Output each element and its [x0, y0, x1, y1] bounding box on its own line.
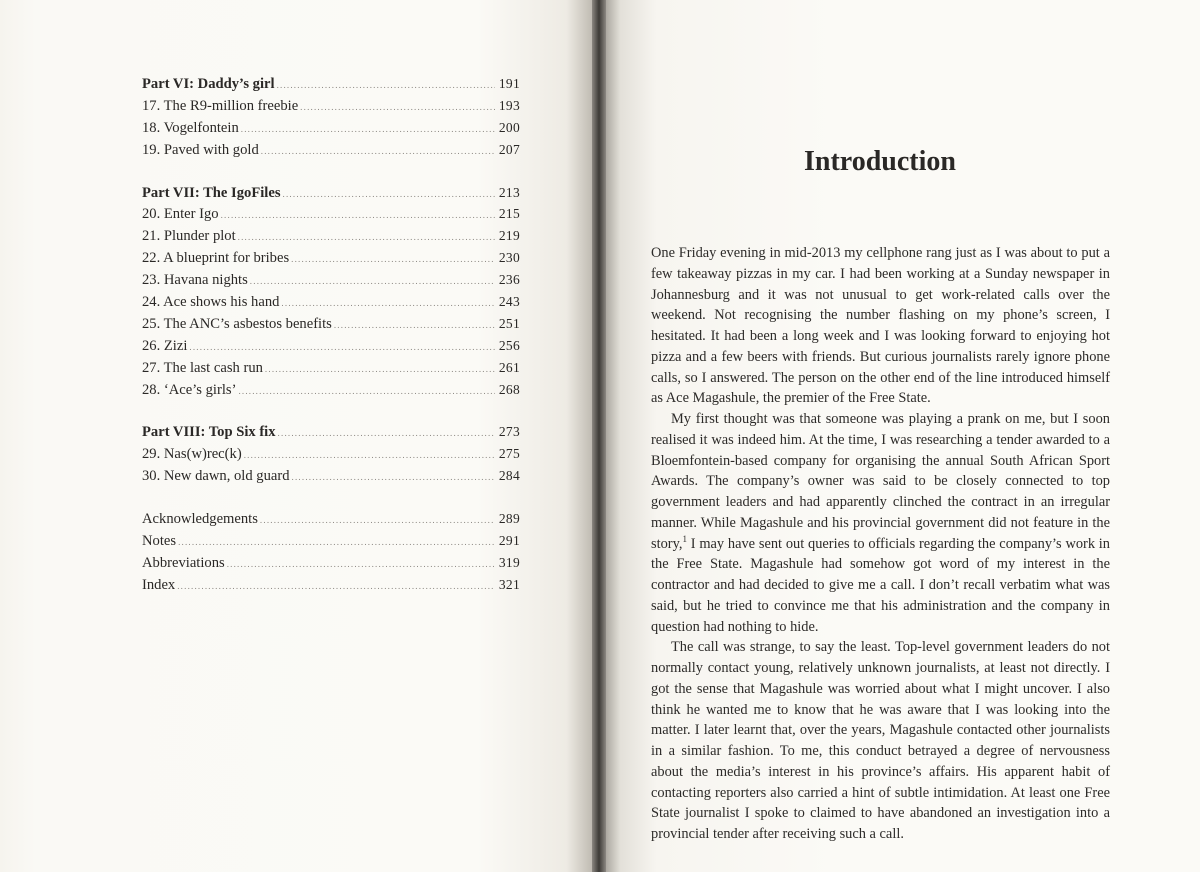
toc-entry-label: Acknowledgements [142, 511, 258, 528]
toc-entry-page: 230 [498, 250, 520, 266]
leader-dots [238, 227, 495, 248]
leader-dots [177, 576, 495, 597]
toc-entry-notes[interactable] [142, 531, 520, 553]
toc-entry-page: 291 [498, 532, 520, 548]
leader-dots [281, 293, 494, 314]
toc-entry-page: 275 [498, 446, 520, 462]
leader-dots [178, 532, 495, 553]
toc-entry-label: 23. Havana nights [142, 272, 248, 289]
toc-entry-chapter-22[interactable] [142, 248, 520, 270]
toc-entry-label: 30. New dawn, old guard [142, 468, 290, 485]
chapter-body [651, 243, 1110, 845]
toc-entry-label: 17. The R9-million freebie [142, 97, 299, 114]
toc-entry-page: 289 [498, 511, 520, 527]
toc-entry-part-7[interactable] [142, 183, 520, 205]
toc-entry-label: 25. The ANC’s asbestos benefits [142, 315, 332, 332]
toc-entry-label: Abbreviations [142, 554, 225, 571]
left-page [0, 0, 596, 878]
toc-entry-page: 236 [498, 272, 520, 288]
toc-entry-page: 273 [498, 424, 520, 440]
toc-entry-label: 29. Nas(w)rec(k) [142, 446, 242, 463]
toc-entry-chapter-23[interactable] [142, 270, 520, 292]
toc-entry-chapter-18[interactable] [142, 118, 520, 140]
leader-dots [300, 97, 495, 118]
toc-entry-label: Notes [142, 532, 177, 549]
leader-dots [189, 337, 494, 358]
toc-entry-label: Part VI: Daddy’s girl [142, 76, 275, 92]
toc-entry-label: 26. Zizi [142, 337, 188, 354]
leader-dots [261, 141, 495, 162]
toc-entry-page: 321 [498, 576, 520, 592]
toc-section-gap [142, 488, 520, 509]
toc-entry-page: 219 [498, 228, 520, 244]
toc-entry-label: Part VIII: Top Six fix [142, 424, 276, 441]
body-paragraph: One Friday evening in mid-2013 my cellphone rang just as I was about to put a few takeaway pizzas in my car. I had been working at a Sunday newspaper in Johannesburg and it was not unusual to get work-related calls over the weekend. Not recognising the number flashing on my phone’s screen, I hesitated. It had been a long week and I was looking forward to enjoying hot pizza and a few beers with friends. But curious journalists rarely ignore phone calls, so I answered. The person on the other end of the line introduced himself as Ace Magashule, the premier of the Free State. [651, 245, 1110, 407]
toc-entry-page: 191 [498, 76, 520, 91]
toc-entry-chapter-20[interactable] [142, 204, 520, 226]
toc-entry-index[interactable] [142, 575, 520, 597]
toc-entry-chapter-17[interactable] [142, 96, 520, 118]
toc-entry-page: 200 [498, 119, 520, 135]
leader-dots [278, 423, 495, 444]
book-gutter [592, 0, 606, 878]
toc-entry-acknowledgements[interactable] [142, 509, 520, 531]
leader-dots [227, 554, 495, 575]
leader-dots [334, 315, 495, 336]
scan-edge [0, 872, 1200, 878]
body-paragraph [651, 409, 1110, 637]
toc-entry-page: 319 [498, 554, 520, 570]
toc-entry-label: Part VII: The IgoFiles [142, 184, 281, 201]
leader-dots [291, 249, 495, 270]
toc-entry-chapter-26[interactable] [142, 336, 520, 358]
leader-dots [292, 467, 495, 488]
toc-section-gap [142, 402, 520, 423]
toc-entry-page: 193 [498, 97, 520, 113]
body-paragraph-text: My first thought was that someone was playing a prank on me, but I soon realised it was indeed him. At the time, I was researching a tender awarded to a Bloemfontein-based company for organising the annual South African Sport Awards. The company’s owner was said to be closely connected to top government leaders and had apparently clinched the contract in an irregular manner. While Magashule and his provincial government did not feature in the story, [651, 411, 1110, 552]
toc-entry-part-8[interactable] [142, 422, 520, 444]
toc-entry-page: 215 [498, 206, 520, 222]
table-of-contents [142, 74, 520, 597]
toc-entry-label: 24. Ace shows his hand [142, 294, 280, 311]
toc-entry-chapter-27[interactable] [142, 358, 520, 380]
toc-entry-page: 251 [498, 315, 520, 331]
toc-entry-label: 27. The last cash run [142, 359, 263, 376]
toc-entry-chapter-25[interactable] [142, 314, 520, 336]
toc-entry-label: 20. Enter Igo [142, 206, 219, 223]
toc-entry-label: Index [142, 576, 176, 593]
toc-entry-abbreviations[interactable] [142, 553, 520, 575]
toc-entry-chapter-21[interactable] [142, 226, 520, 248]
toc-entry-label: 28. ‘Ace’s girls’ [142, 381, 237, 398]
toc-entry-page: 261 [498, 359, 520, 375]
toc-entry-label: 22. A blueprint for bribes [142, 250, 290, 267]
toc-entry-page: 213 [498, 184, 520, 200]
toc-entry-label: 18. Vogelfontein [142, 119, 239, 136]
toc-entry-chapter-19[interactable] [142, 140, 520, 162]
toc-entry-part-6[interactable] [142, 74, 520, 96]
toc-section-gap [142, 162, 520, 183]
toc-entry-page: 243 [498, 294, 520, 310]
leader-dots [238, 381, 494, 402]
toc-entry-page: 207 [498, 141, 520, 157]
chapter-title: Introduction [804, 146, 956, 177]
leader-dots [241, 119, 495, 140]
leader-dots [221, 205, 495, 226]
toc-entry-label: 21. Plunder plot [142, 228, 236, 245]
leader-dots [250, 271, 495, 292]
toc-entry-page: 284 [498, 468, 520, 484]
toc-entry-page: 256 [498, 337, 520, 353]
footnote-marker[interactable]: 1 [682, 533, 687, 544]
leader-dots [260, 510, 495, 531]
toc-entry-chapter-24[interactable] [142, 292, 520, 314]
leader-dots [265, 359, 495, 380]
toc-entry-label: 19. Paved with gold [142, 141, 259, 158]
leader-dots [277, 75, 495, 96]
leader-dots [244, 445, 495, 466]
toc-entry-chapter-29[interactable] [142, 444, 520, 466]
toc-entry-page: 268 [498, 381, 520, 397]
toc-entry-chapter-28[interactable] [142, 380, 520, 402]
toc-entry-chapter-30[interactable] [142, 466, 520, 488]
leader-dots [283, 184, 495, 205]
body-paragraph-text: I may have sent out queries to officials regarding the company’s work in the Free State. Magashule had somehow got word of my interest in the contractor and had decided to give me a call. I don’t recall verbatim what was said, but he tried to convince me that his administration and the company in question had nothing to hide. [651, 535, 1110, 635]
body-paragraph: The call was strange, to say the least. Top-level government leaders do not normally contact young, relatively unknown journalists, at least not directly. I got the sense that Magashule was worried about what I might uncover. I also think he wanted me to know that he was aware that I was looking into the matter. I later learnt that, over the years, Magashule contacted other journalists in a similar fashion. To me, this conduct betrayed a degree of nervousness about the media’s interest in his province’s affairs. His apparent habit of contacting reporters also carried a hint of subtle intimidation. At least one Free State journalist I spoke to claimed to have abandoned an investigation into a provincial tender after receiving such a call. [651, 639, 1110, 842]
